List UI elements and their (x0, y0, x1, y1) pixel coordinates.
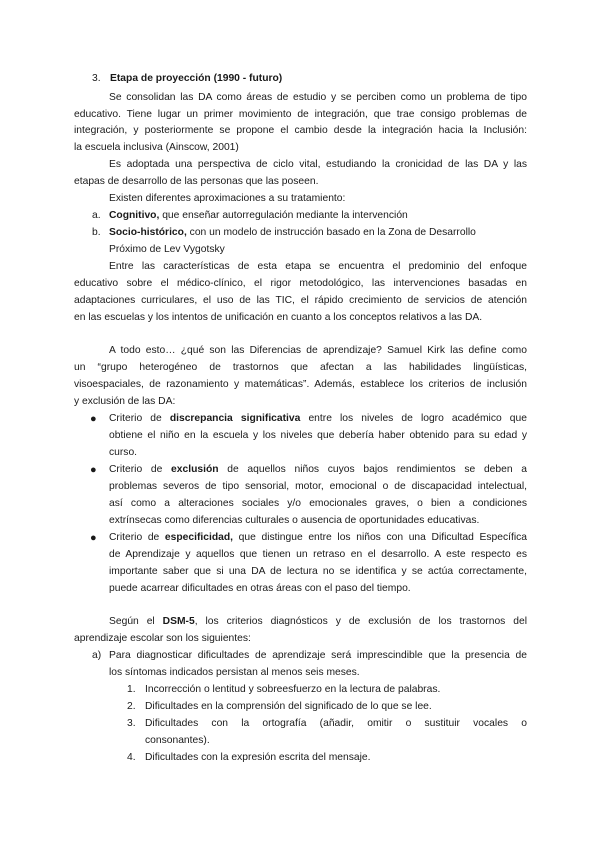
paragraph-line: educativo sobre el médico-clínico, el rigor metodológico, las intervenciones basadas en (74, 278, 527, 289)
approach-term: Cognitivo, (109, 210, 160, 221)
criterion-line: así como a alteraciones sociales y/o emocionales graves, o bien a condiciones (109, 498, 527, 509)
dsm-a-line: Para diagnosticar dificultades de aprendizaje será imprescindible que la presencia de (109, 650, 527, 661)
symptom-continuation: consonantes). (145, 735, 210, 746)
list-number: 2. (127, 701, 136, 712)
paragraph-line: Existen diferentes aproximaciones a su tratamiento: (109, 193, 346, 204)
bullet-icon: ● (90, 413, 97, 425)
criterion-pre: Criterio de (109, 464, 172, 475)
paragraph-line: la escuela inclusiva (Ainscow, 2001) (74, 142, 239, 153)
paragraph-line: Entre las características de esta etapa se encuentra el predominio del enfoque (109, 261, 527, 272)
criterion-term: exclusión (171, 464, 219, 475)
criterion-pre: Criterio de (109, 413, 170, 424)
symptom-item: Incorrección o lentitud y sobreesfuerzo en la lectura de palabras. (145, 684, 441, 695)
list-item (109, 225, 527, 241)
symptom-item: Dificultades con la expresión escrita del mensaje. (145, 752, 371, 763)
list-marker: a) (92, 650, 102, 661)
criterion-term: especificidad, (164, 532, 234, 543)
bullet-icon: ● (90, 532, 97, 544)
criterion-post: de aquellos niños cuyos bajos rendimientos se deben a (218, 464, 528, 475)
list-number: 3. (127, 718, 136, 729)
criterion-pre: Criterio de (109, 532, 165, 543)
paragraph-line: aprendizaje escolar son los siguientes: (74, 633, 251, 644)
dsm-post: , los criterios diagnósticos y de exclusión de los trastornos del (194, 616, 527, 627)
criterion-post: entre los niveles de logro académico que (300, 413, 527, 424)
dsm-pre: Según el (109, 616, 163, 627)
criterion-term: discrepancia significativa (169, 413, 301, 424)
list-marker: a. (92, 210, 101, 221)
criterion-line: extrínsecas como diferencias culturales o ausencia de oportunidades educativas. (109, 515, 480, 526)
list-item (109, 208, 408, 224)
paragraph-line: y exclusión de las DA: (74, 396, 176, 407)
approach-text: con un modelo de instrucción basado en la Zona de Desarrollo (186, 227, 476, 238)
list-marker: b. (92, 227, 101, 238)
paragraph-line: integración, y posteriormente se propone el cambio desde la integración hacia la Inclusión: (74, 125, 527, 136)
paragraph-line: A todo esto… ¿qué son las Diferencias de aprendizaje? Samuel Kirk las define como (109, 345, 527, 356)
section-number: 3. (92, 73, 101, 84)
criterion-item (109, 411, 527, 427)
paragraph-line: Se consolidan las DA como áreas de estudio y se perciben como un problema de tipo (109, 92, 527, 103)
dsm-term: DSM-5 (162, 616, 195, 627)
section-title (110, 71, 282, 87)
symptom-item: Dificultades en la comprensión del significado de lo que se lee. (145, 701, 432, 712)
paragraph-line: adaptaciones curriculares, el uso de las TIC, el rápido crecimiento de servicios de atención (74, 295, 527, 306)
criterion-line: importante saber que si una DA de lectura no se identifica y se actúa correctamente, (109, 566, 527, 577)
paragraph-line: visoespaciales, de razonamiento y matemáticas”. Además, establece los criterios de inclusión (74, 379, 527, 390)
criterion-line: problemas severos de tipo sensorial, motor, emocional o de discapacidad intelectual, (109, 481, 527, 492)
section-title-text: Etapa de proyección (1990 - futuro) (110, 73, 283, 84)
criterion-line: obtiene el niño en la escuela y los niveles que debería haber obtenido para su edad y (109, 430, 527, 441)
criterion-post: que distingue entre los niños con una Dificultad Específica (233, 532, 527, 543)
paragraph-line: un “grupo heterogéneo de trastornos que afectan a las habilidades lingüísticas, (74, 362, 527, 373)
criterion-line: curso. (109, 447, 138, 458)
list-item-continuation: Próximo de Lev Vygotsky (109, 244, 225, 255)
paragraph-line: etapas de desarrollo de las personas que las poseen. (74, 176, 319, 187)
symptom-item: Dificultades con la ortografía (añadir, omitir o sustituir vocales o (145, 718, 527, 729)
bullet-icon: ● (90, 464, 97, 476)
approach-term: Socio-histórico, (109, 227, 187, 238)
approach-text: que enseñar autorregulación mediante la intervención (159, 210, 408, 221)
criterion-line: de Aprendizaje y aquellos que tienen un retraso en el desarrollo. A este respecto es (109, 549, 527, 560)
criterion-item (109, 462, 527, 478)
list-number: 4. (127, 752, 136, 763)
criterion-line: puede acarrear dificultades en otras áreas con el paso del tiempo. (109, 583, 411, 594)
dsm-a-line: los síntomas indicados persistan al menos seis meses. (109, 667, 360, 678)
list-number: 1. (127, 684, 136, 695)
criterion-item (109, 530, 527, 546)
paragraph-line: Es adoptada una perspectiva de ciclo vital, estudiando la cronicidad de las DA y las (109, 159, 527, 170)
paragraph-line: en las escuelas y los intentos de unificación en cuanto a los conceptos relativos a las DA. (74, 312, 483, 323)
paragraph-line (109, 614, 527, 630)
paragraph-line: educativo. Tiene lugar un primer movimiento de integración, que trae consigo problemas de (74, 109, 527, 120)
